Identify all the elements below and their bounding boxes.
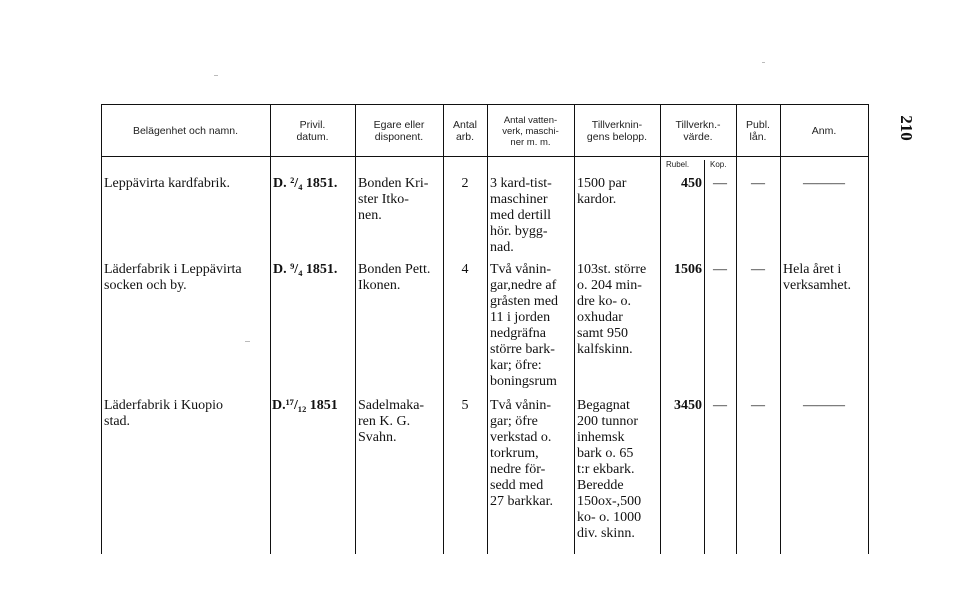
row2-notes: Hela året i verksamhet. [783,262,852,293]
row1-value-kop: — [713,176,727,191]
row2-workers: 4 [461,262,469,277]
unit-kop: Kop. [710,160,727,169]
header-value: Tillverkn.- värde. [675,119,721,143]
row3-privilege: D.¹⁷/₁₂ 1851 [272,398,338,413]
row1-production: 1500 par kardor. [577,176,627,207]
column-divider [101,104,102,554]
header-machines: Antal vatten- verk, maschi- ner m. m. [502,114,559,148]
column-divider [270,104,271,554]
header-location: Belägenhet och namn. [132,125,239,137]
row1-privilege: D. ²/₄ 1851. [273,176,338,191]
unit-rubel: Rubel. [666,160,690,169]
row2-value-kop: — [713,262,727,277]
table-top-rule [101,104,868,105]
column-divider [660,104,661,554]
row1-notes: ——— [803,176,845,191]
row3-loans: — [751,398,765,413]
column-divider [443,104,444,554]
row1-workers: 2 [461,176,469,191]
row2-production: 103st. större o. 204 min- dre ko- o. oxhudar samt 950 kalfskinn. [577,262,647,357]
row1-location: Leppävirta kardfabrik. [104,176,230,191]
row3-notes: ——— [803,398,845,413]
header-bottom-rule [101,156,868,157]
row2-owner: Bonden Pett. Ikonen. [358,262,431,293]
column-divider [355,104,356,554]
column-divider [487,104,488,554]
header-owner: Egare eller disponent. [373,119,425,143]
header-workers: Antal arb. [453,119,477,143]
print-speck [245,341,250,342]
row3-value-kop: — [713,398,727,413]
row2-machines: Två vånin- gar,nedre af gråsten med 11 i jorden nedgräfna större bark- kar; öfre: boningsrum [490,262,559,389]
row3-location: Läderfabrik i Kuopio stad. [104,398,223,429]
row1-owner: Bonden Kri- ster Itko- nen. [358,176,429,223]
header-notes: Anm. [811,125,837,137]
header-privilege: Privil. datum. [296,119,329,143]
column-divider [704,160,705,554]
column-divider [574,104,575,554]
row2-loans: — [751,262,765,277]
print-speck [214,75,218,76]
row2-value-rubel: 1506 [674,262,702,277]
row3-production: Begagnat 200 tunnor inhemsk bark o. 65 t:r ekbark. Beredde 150ox-,500 ko- o. 1000 div. skinn. [577,398,642,541]
row3-workers: 5 [461,398,469,413]
column-divider [780,104,781,554]
header-loans: Publ. lån. [746,119,770,143]
row3-value-rubel: 3450 [674,398,702,413]
print-speck [762,62,765,63]
row3-owner: Sadelmaka- ren K. G. Svahn. [358,398,425,445]
page-number: 210 [897,115,916,141]
column-divider [868,104,869,554]
row2-privilege: D. ⁹/₄ 1851. [273,262,338,277]
header-production: Tillverknin- gens belopp. [586,119,648,143]
row1-loans: — [751,176,765,191]
row2-location: Läderfabrik i Leppävirta socken och by. [104,262,242,293]
row1-value-rubel: 450 [681,176,702,191]
row1-machines: 3 kard-tist- maschiner med dertill hör. bygg- nad. [490,176,552,255]
row3-machines: Två vånin- gar; öfre verkstad o. torkrum, nedre för- sedd med 27 barkkar. [490,398,553,509]
column-divider [736,104,737,554]
